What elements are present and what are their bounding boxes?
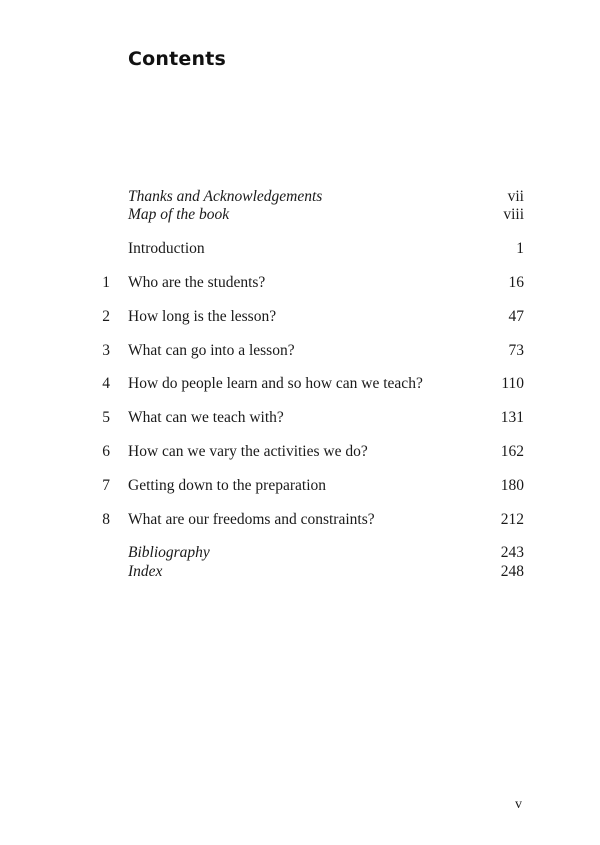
toc-entry-title: How can we vary the activities we do? — [128, 443, 368, 460]
toc-entry-chapter — [0, 408, 600, 428]
toc-entry-back-matter — [0, 543, 600, 563]
toc-entry-page: 47 — [508, 308, 524, 325]
toc-chapter-number: 6 — [102, 443, 110, 460]
toc-entry-chapter — [0, 374, 600, 394]
page-title: Contents — [128, 48, 227, 70]
toc-entry-title: Who are the students? — [128, 274, 266, 291]
toc-entry-page: 243 — [500, 544, 524, 561]
toc-entry-page: 162 — [500, 443, 524, 460]
toc-entry-page: 1 — [516, 240, 524, 257]
toc-entry-title: What can go into a lesson? — [128, 342, 295, 359]
toc-entry-title: Index — [128, 563, 163, 580]
toc-chapter-number: 3 — [102, 342, 110, 359]
toc-entry-back-matter — [0, 562, 600, 582]
toc-entry-title: Map of the book — [128, 206, 230, 223]
toc-entry-title: What can we teach with? — [128, 409, 284, 426]
toc-entry-title: How long is the lesson? — [128, 308, 277, 325]
toc-entry-page: 248 — [500, 563, 524, 580]
toc-chapter-number: 7 — [102, 477, 110, 494]
toc-entry-chapter — [0, 510, 600, 530]
toc-entry-title: Introduction — [128, 240, 205, 257]
toc-entry-chapter — [0, 341, 600, 361]
toc-entry-title: What are our freedoms and constraints? — [128, 511, 375, 528]
toc-entry-page: 73 — [508, 342, 524, 359]
toc-entry-chapter — [0, 442, 600, 462]
toc-entry-page: 212 — [500, 511, 524, 528]
page-number: v — [515, 797, 522, 812]
toc-entry-page: viii — [503, 206, 524, 223]
toc-chapter-number: 1 — [102, 274, 110, 291]
toc-entry-chapter — [0, 273, 600, 293]
toc-chapter-number: 5 — [102, 409, 110, 426]
toc-entry-front-matter — [0, 205, 600, 225]
toc-entry-chapter — [0, 307, 600, 327]
toc-chapter-number: 2 — [102, 308, 110, 325]
toc-entry-title: Bibliography — [128, 544, 210, 561]
toc-entry-page: 180 — [500, 477, 524, 494]
toc-entry-chapter — [0, 476, 600, 496]
toc-entry-introduction — [0, 239, 600, 259]
toc-entry-page: 16 — [508, 274, 524, 291]
toc-entry-title: Thanks and Acknowledgements — [128, 188, 323, 205]
toc-entry-page: 110 — [501, 375, 524, 392]
toc-entry-title: How do people learn and so how can we teach? — [128, 375, 423, 392]
toc-chapter-number: 4 — [102, 375, 110, 392]
toc-chapter-number: 8 — [102, 511, 110, 528]
toc-entry-title: Getting down to the preparation — [128, 477, 327, 494]
toc-entry-page: 131 — [500, 409, 524, 426]
toc-entry-page: vii — [507, 188, 524, 205]
toc-entry-front-matter — [0, 187, 600, 207]
